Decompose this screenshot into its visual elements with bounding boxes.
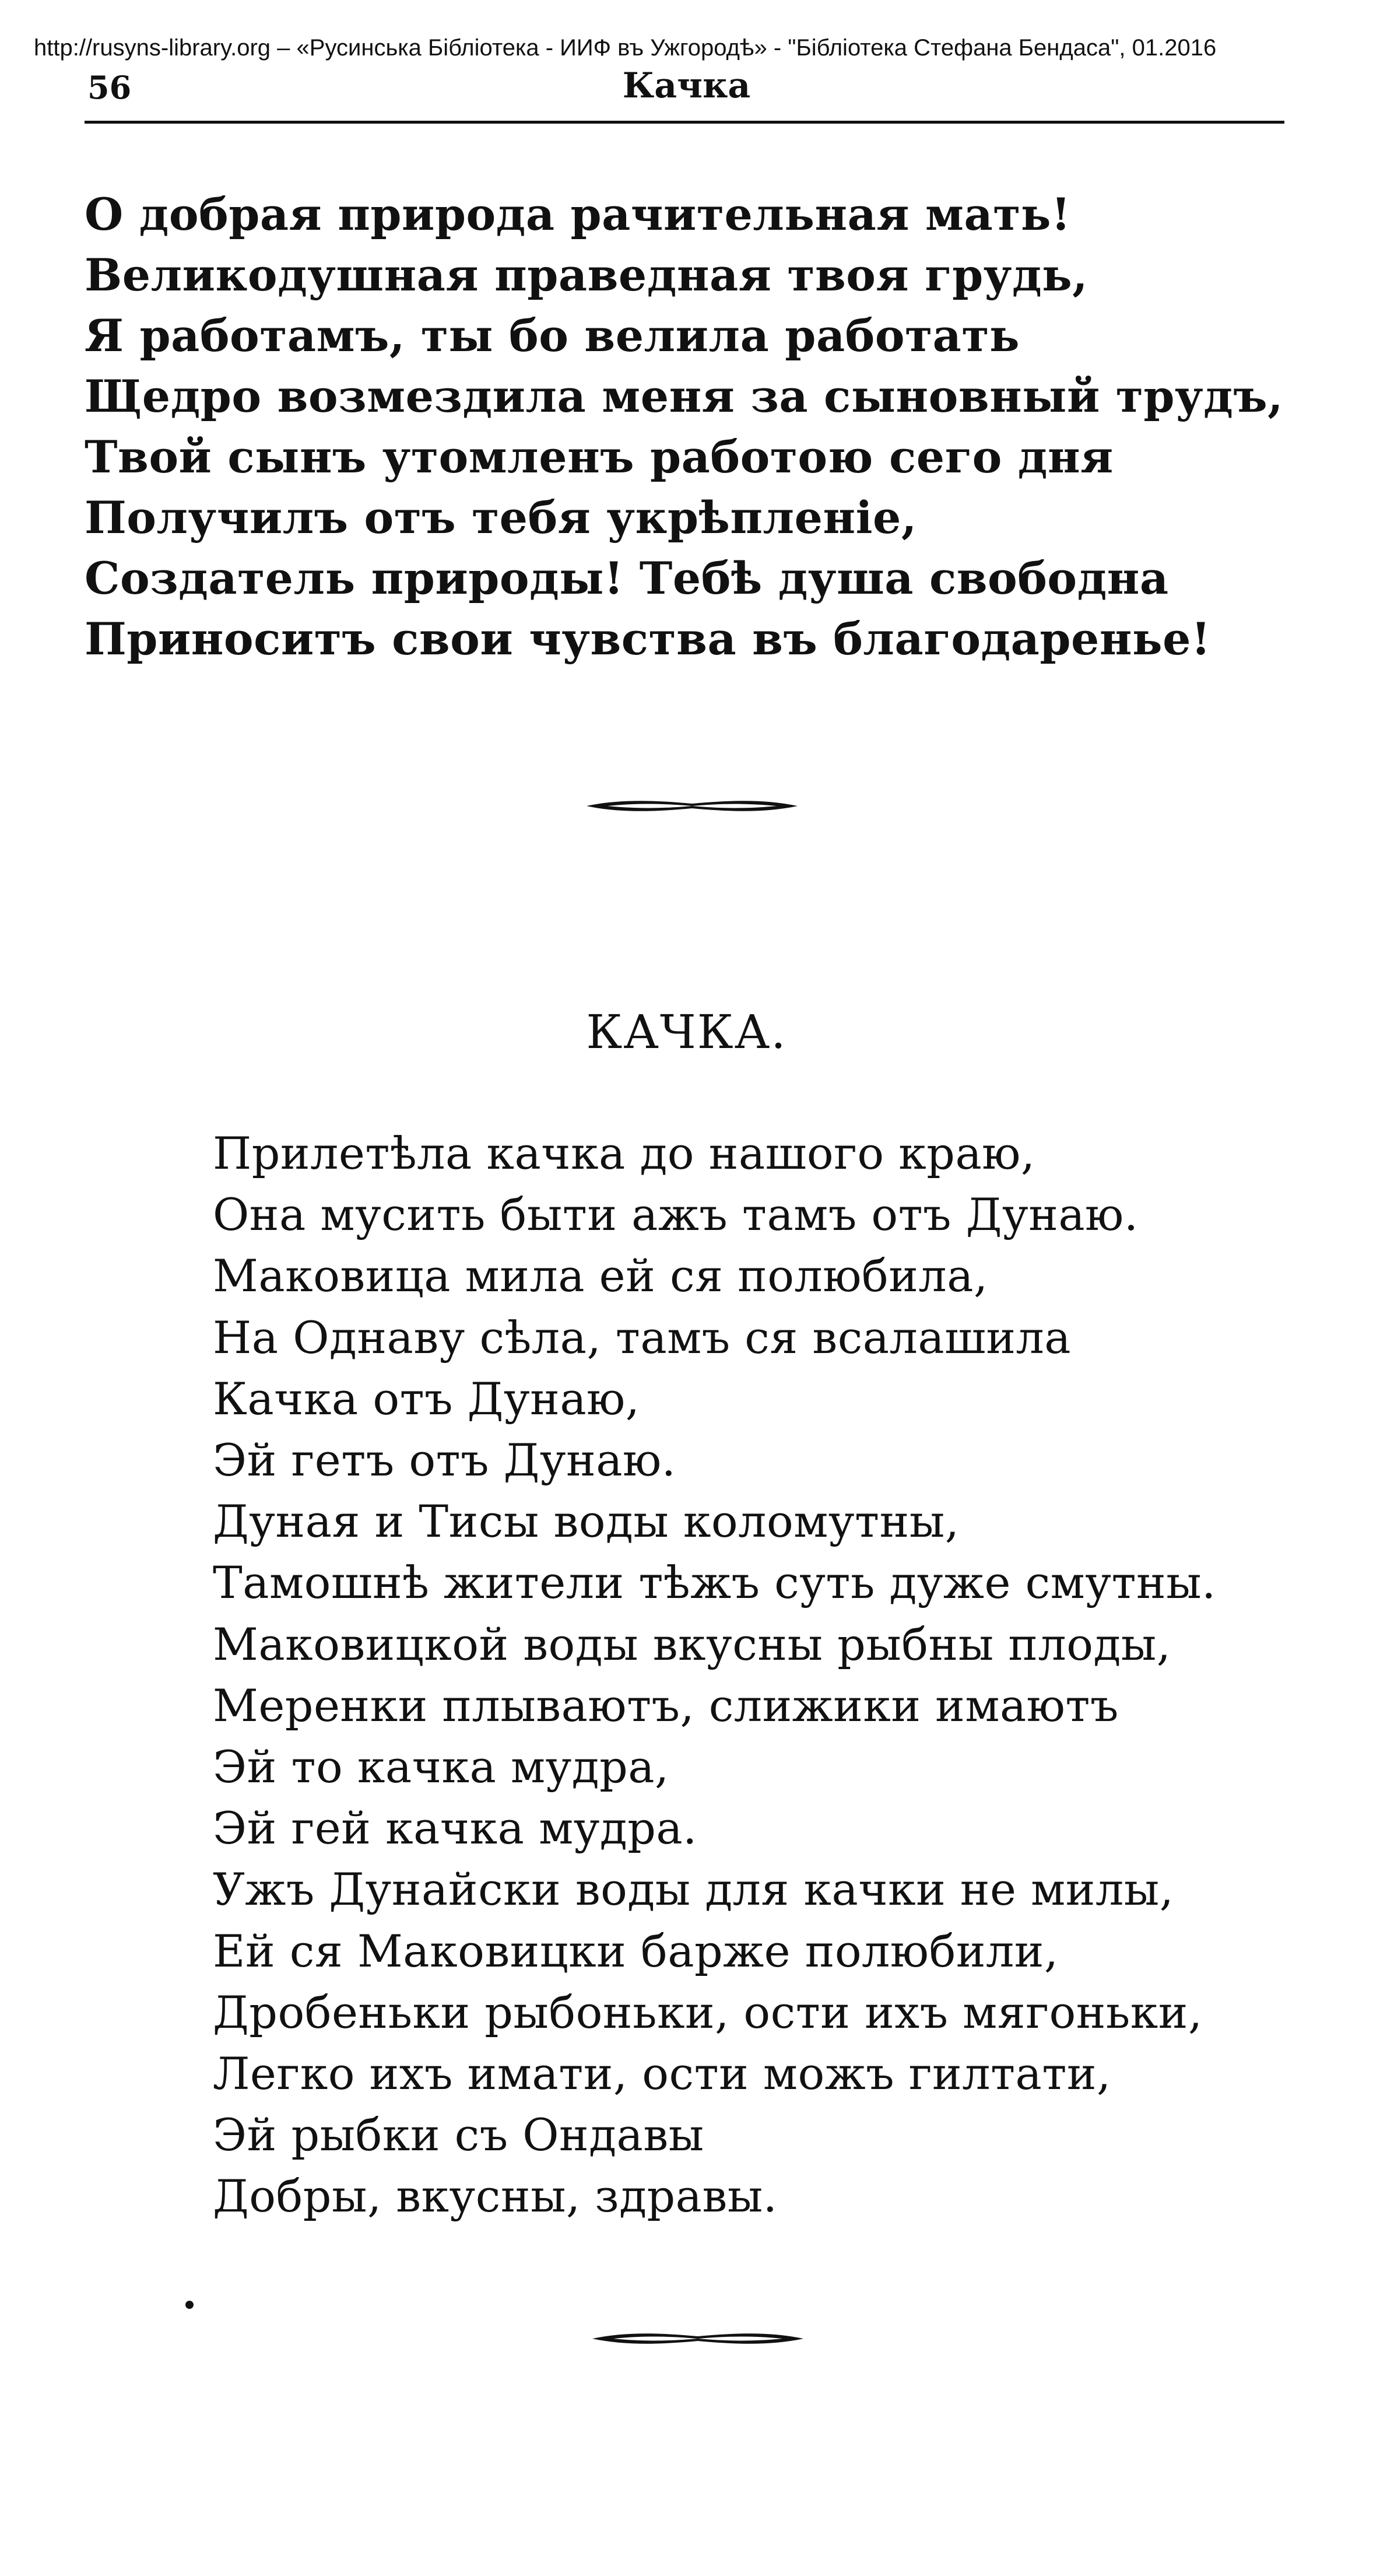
verse-line: Маковицкой воды вкусны рыбны плоды, <box>213 1618 1171 1670</box>
verse-line: Она мусить быти ажъ тамъ отъ Дунаю. <box>213 1189 1139 1241</box>
header-rule <box>85 121 1284 124</box>
verse-line: Создатель природы! Тебѣ душа свободна <box>85 552 1169 604</box>
ornament-divider <box>590 2327 806 2350</box>
verse-line: На Однаву сѣла, тамъ ся всалашила <box>213 1311 1072 1364</box>
verse-line: Получилъ отъ тебя укрѣпленіе, <box>85 492 917 544</box>
verse-line: Эй гетъ отъ Дунаю. <box>213 1434 676 1487</box>
running-head: Качка <box>622 65 751 106</box>
verse-line: Я работамъ, ты бо велила работать <box>85 310 1020 362</box>
verse-line: Приноситъ свои чувства въ благодаренье! <box>85 613 1211 665</box>
verse-line: Эй то качка мудра, <box>213 1741 669 1793</box>
verse-line: Твой сынъ утомленъ работою сего дня <box>85 431 1114 483</box>
verse-line: Ей ся Маковицки барже полюбили, <box>213 1925 1059 1977</box>
poem-title: КАЧКА. <box>586 1005 787 1059</box>
ink-speck <box>185 2301 194 2309</box>
verse-line: О добрая природа рачительная мать! <box>85 188 1071 240</box>
source-url-line: http://rusyns-library.org – «Русинська Бібліотека - ИИФ въ Ужгородѣ» - "Бібліотека Стефана Бендаса", 01.2016 <box>34 35 1217 61</box>
verse-line: Эй рыбки съ Ондавы <box>213 2109 704 2161</box>
verse-line: Меренки плываютъ, слижики имаютъ <box>213 1679 1119 1732</box>
page-number: 56 <box>87 69 132 106</box>
poem-body <box>213 1123 1216 2227</box>
ornament-divider <box>584 794 800 818</box>
verse-line: Качка отъ Дунаю, <box>213 1372 640 1425</box>
verse-line: Добры, вкусны, здравы. <box>213 2170 778 2223</box>
verse-line: Ужъ Дунайски воды для качки не милы, <box>213 1863 1174 1916</box>
verse-line: Дуная и Тисы воды коломутны, <box>213 1495 960 1548</box>
verse-line: Великодушная праведная твоя грудь, <box>85 249 1088 301</box>
verse-line: Тамошнѣ жители тѣжъ суть дуже смутны. <box>213 1557 1216 1609</box>
verse-line: Маковица мила ей ся полюбила, <box>213 1250 988 1302</box>
verse-line: Щедро возмездила меня за сыновный трудъ, <box>85 370 1284 422</box>
verse-line: Легко ихъ имати, ости можъ гилтати, <box>213 2048 1111 2100</box>
verse-line: Дробеньки рыбоньки, ости ихъ мягоньки, <box>213 1986 1203 2038</box>
verse-line: Прилетѣла качка до нашого краю, <box>213 1127 1035 1179</box>
verse-line: Эй гей качка мудра. <box>213 1802 697 1855</box>
top-stanza <box>85 184 1283 670</box>
